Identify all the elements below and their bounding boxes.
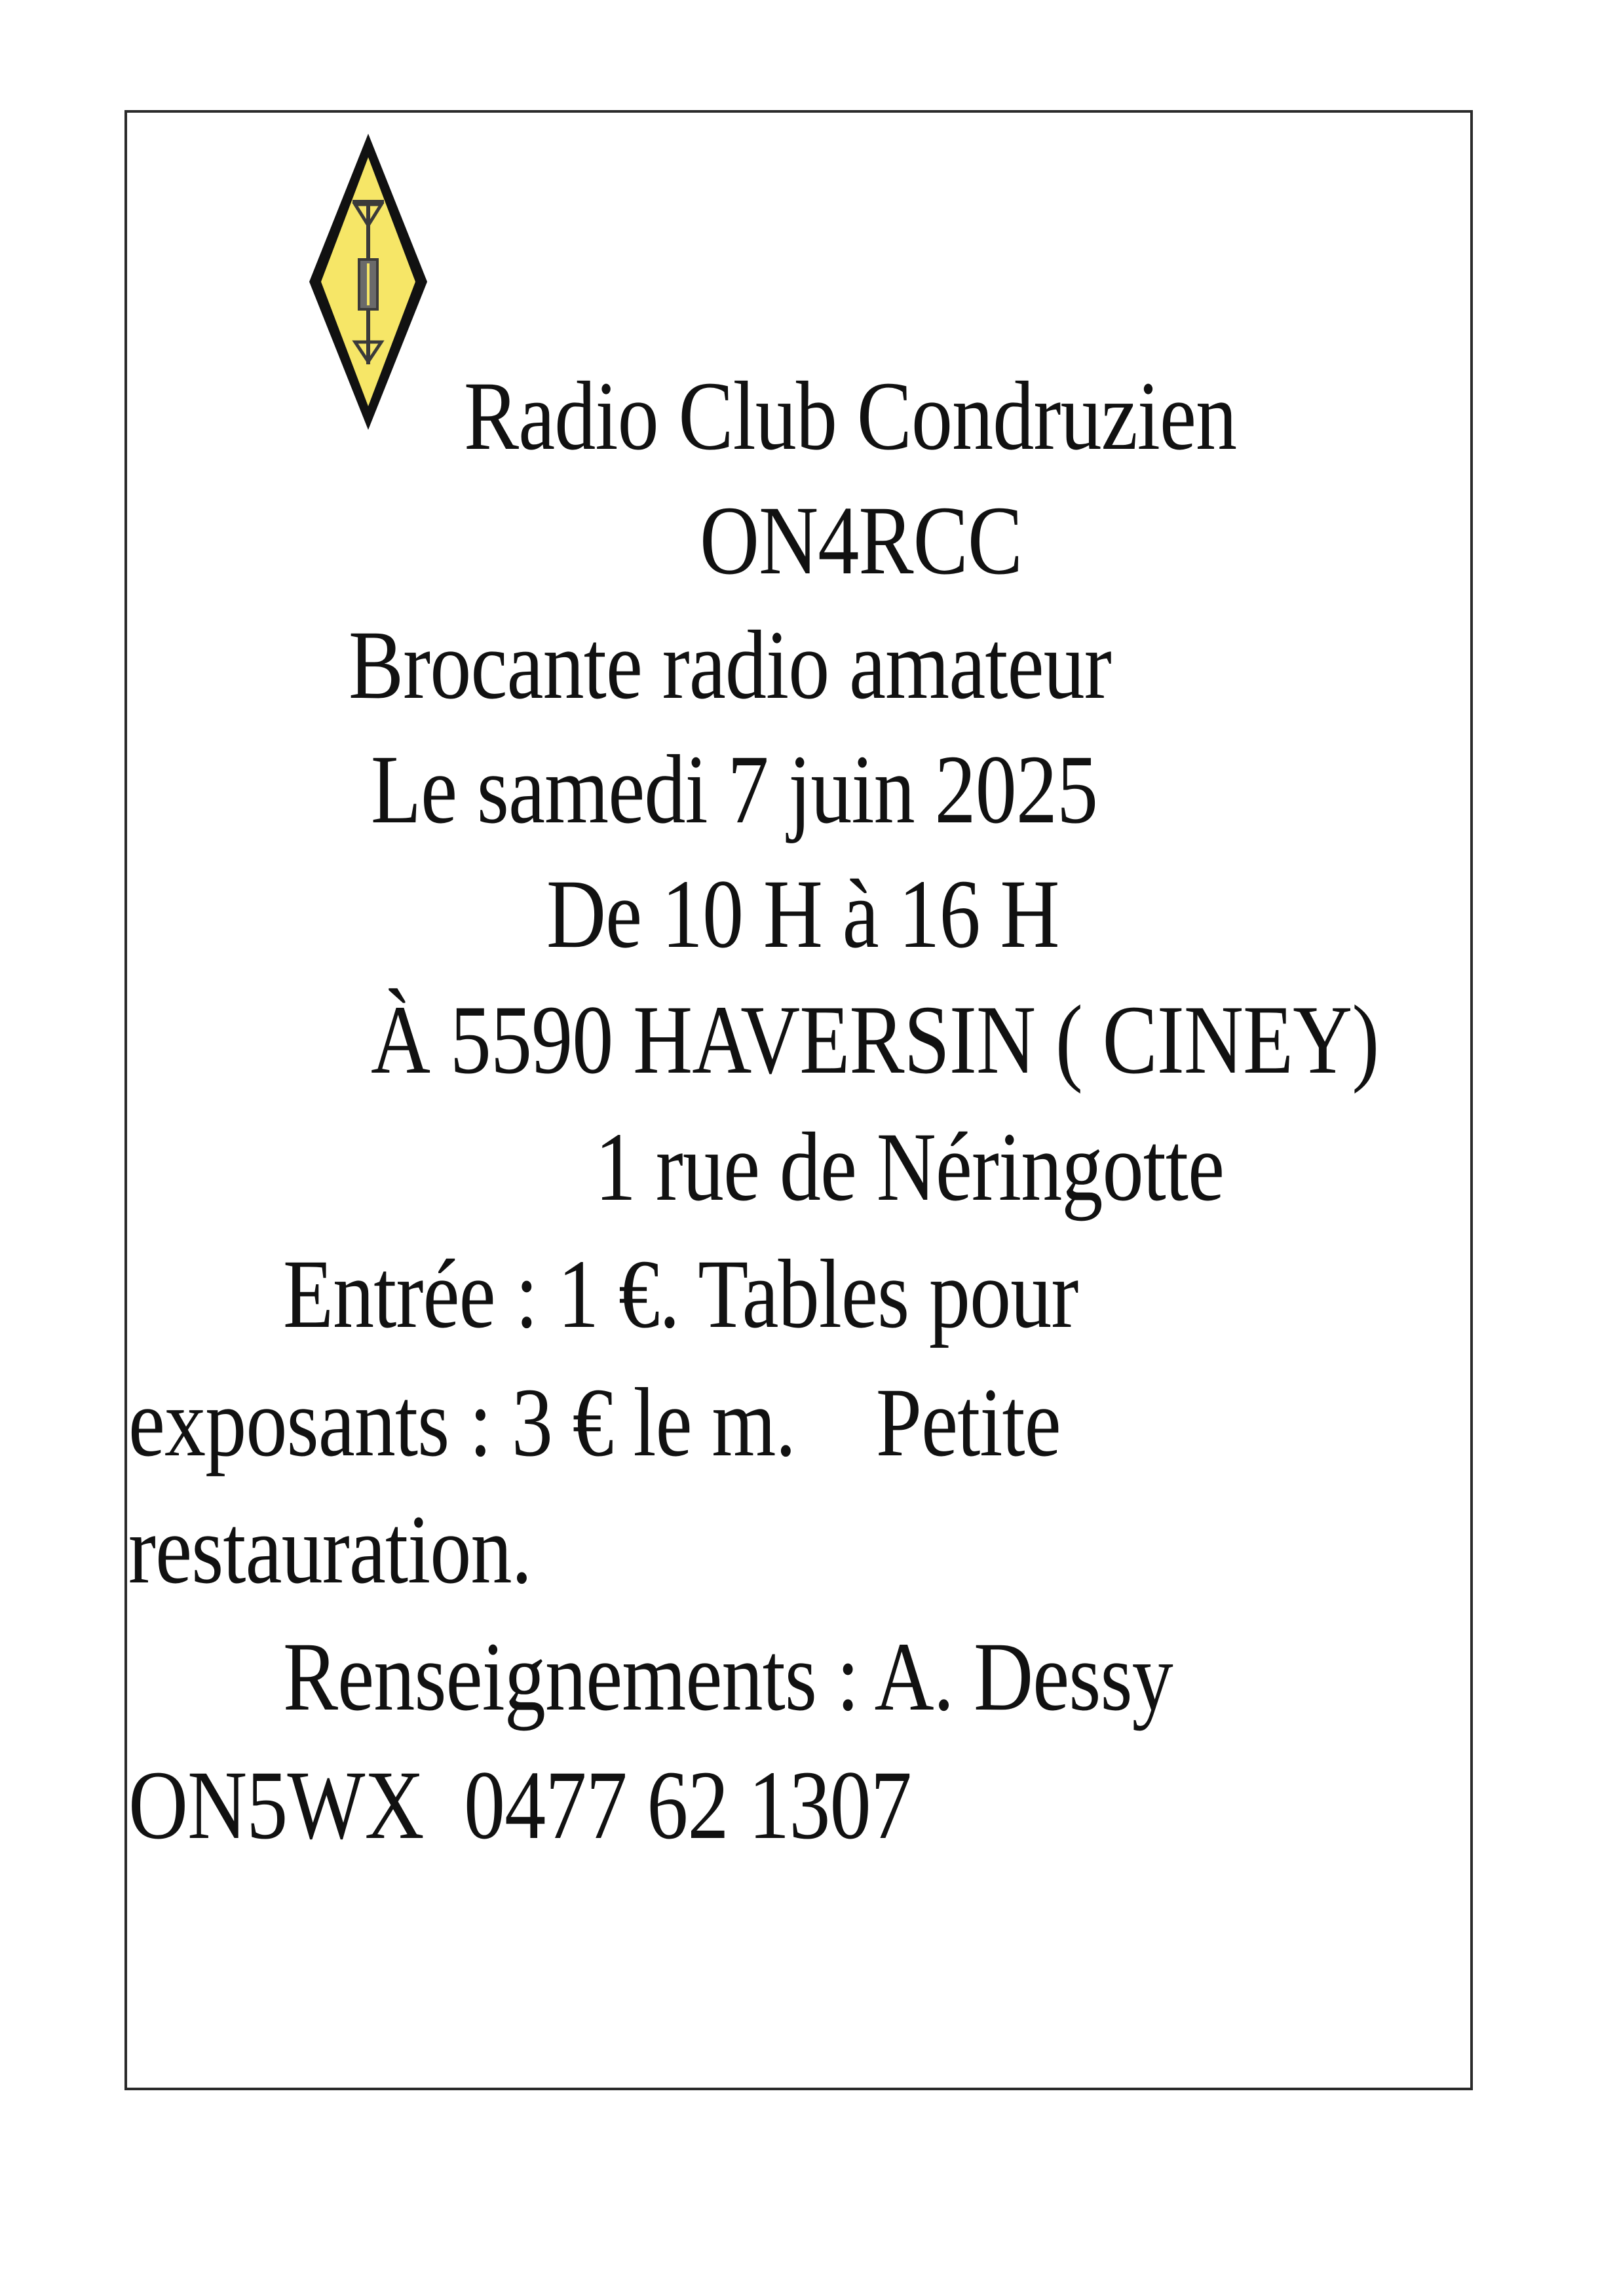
- antenna-diamond-icon: [304, 128, 432, 435]
- club-callsign: ON4RCC: [700, 486, 1023, 595]
- club-name: Radio Club Condruzien: [464, 362, 1237, 470]
- event-address: 1 rue de Néringotte: [595, 1113, 1225, 1221]
- event-title: Brocante radio amateur: [349, 611, 1111, 719]
- contact-line-2: ON5WX 0477 62 1307: [128, 1751, 911, 1860]
- event-date: Le samedi 7 juin 2025: [371, 735, 1098, 844]
- pricing-line-3: restauration.: [128, 1495, 532, 1604]
- contact-line-1: Renseignements : A. Dessy: [283, 1622, 1173, 1731]
- event-hours: De 10 H à 16 H: [546, 860, 1059, 968]
- event-location: À 5590 HAVERSIN ( CINEY): [371, 985, 1379, 1094]
- pricing-line-2: exposants : 3 € le m. Petite: [128, 1368, 1061, 1477]
- pricing-line-1: Entrée : 1 €. Tables pour: [283, 1240, 1078, 1349]
